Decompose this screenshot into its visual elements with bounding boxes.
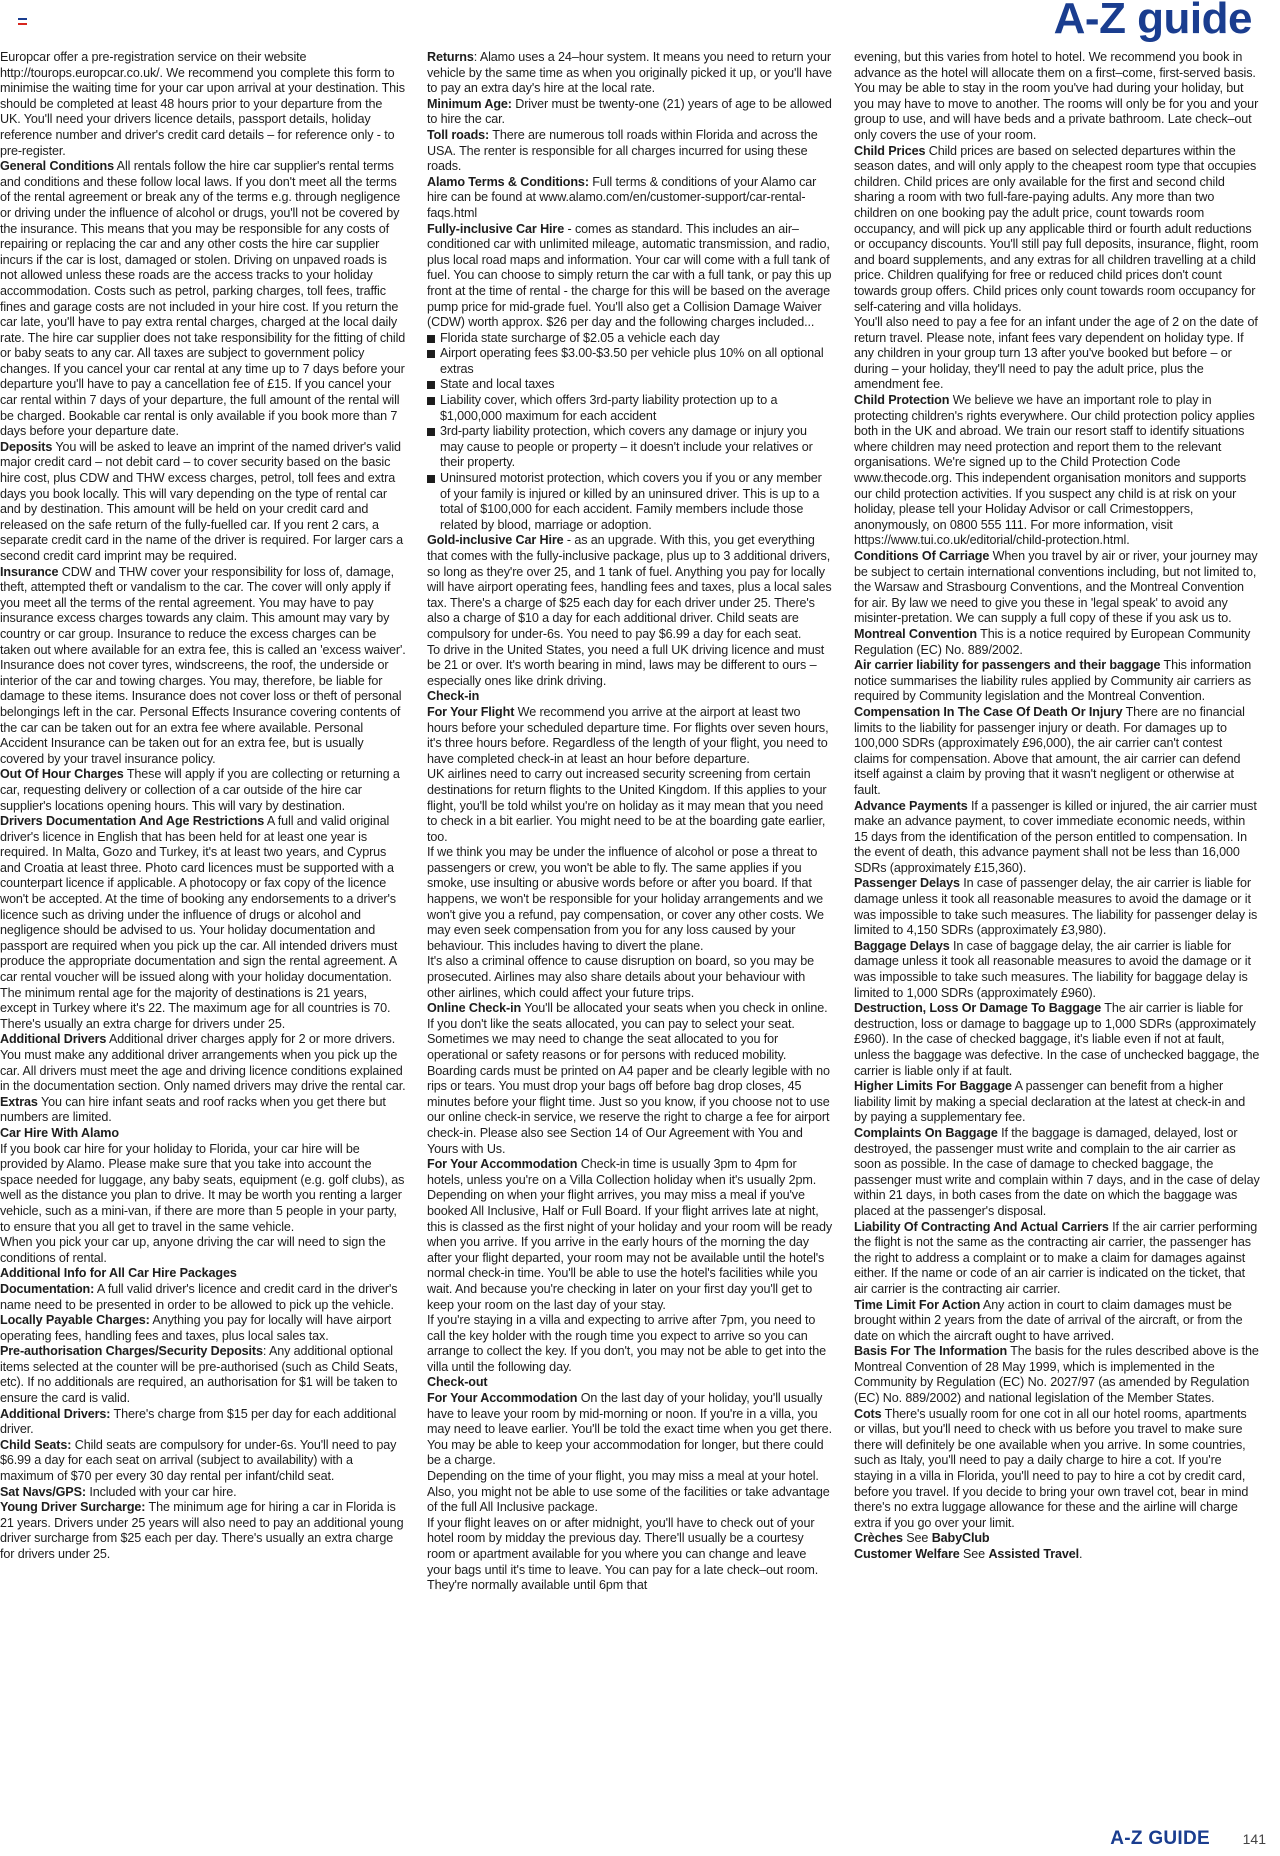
paragraph [427,954,833,1001]
section-heading: Cots [854,1406,882,1421]
section-heading: Online Check-in [427,1001,522,1016]
section-heading: Check-in [427,689,480,704]
paragraph-text: Driver must be twenty-one (21) years of age to be allowed to hire the car. [427,96,832,127]
paragraph-text: If your flight leaves on or after midnight, you'll have to check out of your hotel room by midday the previous day. There'll usually be a courtesy room or apartment available for you where you can change and leave your bags until it's time to leave. You can pay for a late check–out room. They're normally available until 6pm that [427,1515,819,1593]
page-header [0,0,1280,52]
paragraph-text: Any action in court to claim damages must be brought within 2 years from the date of arrival of the aircraft, or from the date on which the aircraft ought to have arrived. [854,1297,1243,1343]
section-paragraph [854,658,1260,705]
section-heading: Child Seats: [0,1437,72,1452]
paragraph-text: See [902,1531,932,1546]
section-paragraph [427,1391,833,1469]
section-heading: Child Prices [854,143,926,158]
paragraph-text: When you travel by air or river, your journey may be subject to certain international conventions including, but not limited to, the Warsaw and Strasbourg Conventions, and the Montreal Convention for air. By law we need to give you these in 'legal speak' to avoid any misinter-pretation. We can supply a full copy of these if you ask us to. [854,549,1258,626]
section-paragraph [854,1407,1260,1532]
section-heading: Air carrier liability for passengers and their baggage [854,658,1161,673]
section-paragraph [0,814,406,1032]
paragraph-text: To drive in the United States, you need a full UK driving licence and must be 21 or over. It's worth bearing in mind, laws may be different to ours – especially ones like drink driving. [427,642,825,688]
paragraph-text: If the baggage is damaged, delayed, lost or destroyed, the passenger must write and complain to the air carrier as soon as possible. In the case of damage to checked baggage, the passenger must write and complain within 7 days, and in the case of delay within 21 days, in both cases from the date on which the baggage was placed at the passenger's disposal. [854,1125,1260,1218]
paragraph-text: If we think you may be under the influence of alcohol or pose a threat to passengers or crew, you won't be able to fly. The same applies if you smoke, use insulting or abusive words before or after you board. If that happens, we won't be responsible for your holiday arrangements and we won't give you a refund, pay compensation, or cover any other costs. We may even seek compensation from you for any loss caused by your behaviour. This includes having to divert the plane. [427,845,824,953]
paragraph-text: Additional driver charges apply for 2 or more drivers. You must make any additional driver arrangements when you pick up the car. All drivers must meet the age and driving licence conditions explained in the documentation section. Only named drivers may drive the rental car. [0,1032,406,1094]
section-paragraph [854,1344,1260,1406]
section-paragraph [854,939,1260,1001]
paragraph-text: - as an upgrade. With this, you get everything that comes with the fully-inclusive package, plus up to 3 additional drivers, so long as they're over 25, and 1 tank of fuel. Anything you pay for locally will have airport operating fees, handling fees and taxes, plus a local sales tax. There's a charge of $25 each day for each driver under 25. There's also a charge of $10 a day for each additional driver. Child seats are compulsory for under-6s. You need to pay $6.99 a day for each seat. [427,533,832,641]
paragraph-text: A full valid driver's licence and credit card in the driver's name need to be presented in order to be allowed to pick up the vehicle. [0,1281,398,1312]
paragraph-text: See [959,1547,989,1561]
flag-stripe [18,23,27,25]
paragraph-text: It's also a criminal offence to cause disruption on board, so you may be prosecuted. Airlines may also share details about your behaviour with other airlines, which could affect your future trips. [427,954,814,1000]
column-1 [0,50,406,1810]
section-paragraph [854,549,1260,627]
paragraph [854,315,1260,393]
paragraph-text: The air carrier is liable for destruction, loss or damage to baggage up to 1,000 SDRs (approximately £960). In the case of checked baggage, it's liable even if not at fault, unless the baggage was defective. In the case of unchecked baggage, the carrier is liable only if at fault. [854,1001,1260,1078]
paragraph-text: Child seats are compulsory for under-6s. You'll need to pay $6.99 a day for each seat on arrival (subject to availability) with a maximum of $70 per every 30 day rental per infant/child seat. [0,1437,397,1484]
section-heading: Deposits [0,439,53,454]
paragraph-text: We believe we have an important role to play in protecting children's rights everywhere. Our child protection policy applies both in the UK and abroad. We train our resort staff to identify situations where children may need protection and report them to the relevant organisations. We're signed up to the Child Protection Code www.thecode.org. This independent organisation monitors and supports our child protection activities. If you suspect any child is at risk on your holiday, please tell your Holiday Advisor or call Crimestoppers, anonymously, on 0800 555 111. For more information, visit https://www.tui.co.uk/editorial/child-protection.html. [854,393,1255,548]
section-paragraph [854,799,1260,877]
paragraph [0,1142,406,1236]
section-heading: Car Hire With Alamo [0,1125,119,1140]
section-paragraph [0,1266,406,1282]
section-heading: Montreal Convention [854,626,977,641]
section-heading: Gold-inclusive Car Hire [427,533,564,548]
paragraph [0,1235,406,1266]
section-heading: Liability Of Contracting And Actual Carriers [854,1219,1109,1234]
section-heading: Out Of Hour Charges [0,767,124,782]
list-item: Florida state surcharge of $2.05 a vehicle each day [427,331,833,347]
section-heading: Crèches [854,1531,903,1546]
paragraph-text: There's usually room for one cot in all our hotel rooms, apartments or villas, but you'll need to check with us before you travel to make sure there will definitely be one available when you arrive. In some countries, such as Italy, you'll need to pay a daily charge to hire a cot. If you're staying in a villa in Florida, you'll need to pay to hire a cot by credit card, before you travel. If you decide to bring your own travel cot, bear in mind there's no extra luggage allowance for these and the airline will charge extra if you go over your limit. [854,1406,1249,1530]
paragraph-text: You will be asked to leave an imprint of the named driver's valid major credit card – not debit card – to cover security based on the basic hire cost, plus CDW and THW excess charges, petrol, toll fees and extra days you book locally. This will vary depending on the type of rental car and by destination. This amount will be held on your credit card and released on the safe return of the fully-fuelled car. If you rent 2 cars, a separate credit card in the name of the driver is required. For larger cars a second credit card imprint may be required. [0,439,404,563]
section-heading: Complaints On Baggage [854,1125,998,1140]
paragraph-text: On the last day of your holiday, you'll usually have to leave your room by mid-morning or noon. If you're in a villa, you may need to leave earlier. You'll be told the exact time when you get there. You may be able to keep your accommodation for longer, but there could be a charge. [427,1391,832,1468]
section-paragraph [0,1126,406,1142]
paragraph-tail: . [1079,1547,1083,1561]
section-heading: Drivers Documentation And Age Restrictions [0,814,265,829]
section-heading: Additional Drivers [0,1032,107,1047]
paragraph-text: There are numerous toll roads within Florida and across the USA. The renter is responsible for all charges incurred for using these roads. [427,127,818,174]
section-paragraph [854,144,1260,316]
section-heading: Compensation In The Case Of Death Or Injury [854,704,1123,719]
section-paragraph [427,128,833,175]
list-item: 3rd-party liability protection, which covers any damage or injury you may cause to people or property – it doesn't include your relatives or their property. [427,424,833,471]
section-heading: Sat Navs/GPS: [0,1484,86,1499]
section-paragraph [427,705,833,767]
section-heading: Returns [427,50,474,64]
list-item: Uninsured motorist protection, which covers you if you or any member of your family is injured or killed by an uninsured driver. This is up to a total of $100,000 for each accident. Family members include those related by blood, marriage or adoption. [427,471,833,533]
section-paragraph [854,1298,1260,1345]
section-heading: Fully-inclusive Car Hire [427,221,565,236]
paragraph-text: You'll be allocated your seats when you check in online. If you don't like the seats allocated, you can pay to select your seat. Sometimes we may need to change the seat allocated to you for operational or safety reasons or for persons with reduced mobility. Boarding cards must be printed on A4 paper and be clearly legible with no rips or tears. You must drop your bags off before bag drop closes, 45 minutes before your flight time. Just so you know, if you choose not to use our online check-in service, we reserve the right to charge a fee for airport check-in. Please also see Section 14 of Our Agreement with You and Yours with Us. [427,1001,830,1156]
section-paragraph [427,1375,833,1391]
section-paragraph [854,627,1260,658]
paragraph-text: : Alamo uses a 24–hour system. It means you need to return your vehicle by the same time as when you originally picked it up, or you'll have to pay an extra day's hire at the local rate. [427,50,832,96]
section-paragraph [0,1500,406,1562]
section-heading: Baggage Delays [854,938,950,953]
section-paragraph [427,97,833,128]
section-heading: General Conditions [0,159,114,174]
paragraph [427,767,833,845]
paragraph-text: You can hire infant seats and roof racks when you get there but numbers are limited. [0,1094,386,1125]
column-2 [427,50,833,1810]
section-paragraph [0,767,406,814]
paragraph [427,845,833,954]
section-paragraph [427,222,833,331]
paragraph-text: When you pick your car up, anyone driving the car will need to sign the conditions of rental. [0,1235,386,1265]
section-heading: Additional Drivers: [0,1406,111,1421]
section-paragraph [427,50,833,97]
paragraph [854,50,1260,144]
section-paragraph [0,1313,406,1344]
paragraph-text: This is a notice required by European Community Regulation (EC) No. 889/2002. [854,626,1251,657]
section-heading: Extras [0,1094,38,1109]
section-heading: For Your Accommodation [427,1157,578,1172]
paragraph [427,1516,833,1594]
page-number: 141 [1242,1831,1266,1847]
paragraph-text: Depending on the time of your flight, you may miss a meal at your hotel. Also, you might not be able to use some of the facilities or take advantage of the full All Inclusive package. [427,1469,830,1515]
paragraph-text: The basis for the rules described above is the Montreal Convention of 28 May 1999, which is implemented in the Community by Regulation (EC) No. 2027/97 (as amended by Regulation (EC) No. 889/2002) and national legislation of the Member States. [854,1344,1259,1406]
section-paragraph [0,1407,406,1438]
section-paragraph [427,175,833,222]
section-paragraph [854,1126,1260,1220]
section-paragraph [854,393,1260,549]
section-paragraph [427,689,833,705]
section-paragraph [0,1032,406,1094]
section-paragraph [0,565,406,768]
section-heading: Advance Payments [854,798,968,813]
paragraph-text: Europcar offer a pre-registration service on their website http://tourops.europcar.co.uk/. We recommend you complete this form to minimise the waiting time for your car upon arrival at your destination. This should be completed at least 48 hours prior to your departure from the UK. You'll need your drivers licence details, passport details, holiday reference number and driver's credit card details – for reference only - to pre-register. [0,50,405,158]
section-heading: Higher Limits For Baggage [854,1079,1012,1094]
paragraph-text: All rentals follow the hire car supplier's rental terms and conditions and these follow local laws. If you don't meet all the terms of the rental agreement or break any of the terms e.g. through negligence or driving under the influence of alcohol or drugs, you'll not be covered by the insurance. This means that you may be responsible for any costs of repairing or replacing the car and any other costs the hire car supplier incurs if the car is lost, damaged or stolen. Driving on unpaved roads is not allowed unless these roads are the access tracks to your holiday accommodation. Costs such as petrol, parking charges, toll fees, traffic fines and garage costs are not included in your hire cost. If you return the car late, you'll have to pay extra rental charges, charged at the local daily rate. The hire car supplier does not take responsibility for the fitting of child or baby seats to any car. All taxes are subject to government policy changes. If you cancel your car rental at any time up to 7 days before your departure you'll have to pay a cancellation fee of £15. If you cancel your car rental within 7 days of your departure, the full amount of the rental will be charged. Bookable car rental is only available if you book more than 7 days before your departure date. [0,159,406,439]
section-heading: For Your Accommodation [427,1391,578,1406]
section-paragraph [427,1157,833,1313]
section-paragraph [854,1220,1260,1298]
section-heading: Passenger Delays [854,876,960,891]
section-heading: Toll roads: [427,127,490,142]
section-heading: Additional Info for All Car Hire Packages [0,1266,237,1281]
section-paragraph [0,1344,406,1406]
section-paragraph [0,1282,406,1313]
paragraph-text: : Any additional optional items selected at the counter will be pre-authorised (such as Child Seats, etc). If no additionals are required, an authorisation for $1 will be taken to ensure the card is valid. [0,1344,398,1406]
paragraph [427,1469,833,1516]
section-heading: Basis For The Information [854,1344,1008,1359]
paragraph-text: If you book car hire for your holiday to Florida, your car hire will be provided by Alamo. Please make sure that you take into account the space needed for luggage, any baby seats, equipment (e.g. golf clubs), as well as the distance you plan to drive. It may be worth you renting a larger vehicle, such as a mini-van, if there are more than 5 people in your party, to ensure that you all get to travel in the same vehicle. [0,1141,405,1234]
page-title: A-Z guide [1053,0,1252,43]
section-heading: Pre-authorisation Charges/Security Deposits [0,1344,263,1359]
paragraph-text: We recommend you arrive at the airport at least two hours before your scheduled departure time. For flights over seven hours, it's three hours before. Regardless of the length of your flight, you need to have completed check-in at least an hour before departure. [427,704,829,766]
section-heading: Documentation: [0,1281,95,1296]
footer-label: A-Z GUIDE [1110,1828,1210,1849]
paragraph-text: There are no financial limits to the liability for passenger injury or death. For damages up to 100,000 SDRs (approximately £96,000), the air carrier can't contest claims for compensation. Above that amount, the air carrier can defend itself against a claim by proving that it wasn't negligent or otherwise at fault. [854,704,1245,797]
paragraph-text: Anything you pay for locally will have airport operating fees, handling fees and taxes, plus local sales tax. [0,1313,392,1343]
paragraph-text: - comes as standard. This includes an air–conditioned car with unlimited mileage, automatic transmission, and radio, plus local road maps and information. Your car will come with a full tank of fuel. You can choose to simply return the car with a full tank, or pay this up front at the time of rental - the charge for this will be based on the average pump price for mid-grade fuel. You'll also get a Collision Damage Waiver (CDW) worth approx. $26 per day and the following charges included... [427,221,832,330]
paragraph-text: You'll also need to pay a fee for an infant under the age of 2 on the date of return travel. Please note, infant fees vary dependent on holiday type. If any children in your group turn 13 after you've booked but before – or during – your holiday, they'll need to pay the adult price, plus the amendment fee. [854,315,1258,392]
paragraph [427,1313,833,1375]
list-item: State and local taxes [427,377,833,393]
paragraph-text: Check-in time is usually 3pm to 4pm for hotels, unless you're on a Villa Collection holiday when it's usually 2pm. Depending on when your flight arrives, you may miss a meal if you've booked All Inclusive, Half or Full Board. If your flight arrives late at night, this is classed as the first night of your holiday and your room will be ready when you arrive. If you arrive in the early hours of the morning the day after your flight departed, your room may not be available until the hotel's normal check-in time. You'll be able to use the hotel's facilities while you wait. And because you're checking in later on your first day you'll get to keep your room on the last day of your stay. [427,1157,833,1312]
section-paragraph [0,440,406,565]
section-heading: Locally Payable Charges: [0,1313,150,1328]
section-heading: Time Limit For Action [854,1297,981,1312]
list-item: Airport operating fees $3.00-$3.50 per vehicle plus 10% on all optional extras [427,346,833,377]
section-paragraph [854,1079,1260,1126]
section-paragraph [854,1001,1260,1079]
paragraph-text: This information notice summarises the liability rules applied by Community air carriers as required by Community legislation and the Montreal Convention. [854,658,1252,704]
paragraph-text: The minimum age for hiring a car in Florida is 21 years. Drivers under 25 years will also need to pay an additional young driver surcharge from $25 each per day. There's usually an extra charge for drivers under 25. [0,1500,404,1561]
section-heading: Minimum Age: [427,96,512,111]
section-paragraph [854,705,1260,799]
flag-icon [18,18,27,25]
cross-reference: Assisted Travel [988,1547,1080,1561]
paragraph-text: Child prices are based on selected departures within the season dates, and will only apply to the cheapest room type that occupies children. Child prices are only available for the first and second child sharing a room with two full-fare-paying adults. Any more than two children on one booking pay the adult price, count towards room occupancy, and will pick up any applicable third or fourth adult reductions or occupancy discounts. You'll still pay full deposits, insurance, flight, room and board supplements, and any extras for all children travelling at a child price. Children qualifying for free or reduced child prices don't count towards group offers. Child prices only count towards room occupancy for self-catering and villa holidays. [854,143,1259,314]
section-paragraph [854,1531,1260,1547]
section-paragraph [0,159,406,440]
section-heading: Young Driver Surcharge: [0,1500,146,1515]
paragraph-text: In case of baggage delay, the air carrier is liable for damage unless it took all reasonable measures to avoid the damage or it was impossible to take such measures. The liability for baggage delay is limited to 1,000 SDRs (approximately £960). [854,938,1251,1000]
section-heading: Conditions Of Carriage [854,549,990,563]
section-heading: Customer Welfare [854,1547,960,1561]
paragraph-text: Included with your car hire. [85,1484,237,1499]
paragraph-text: In case of passenger delay, the air carrier is liable for damage unless it took all reasonable measures to avoid the damage or it was impossible to take such measures. The liability for passenger delay is limited to 4,150 SDRs (approximately £3,980). [854,876,1258,938]
section-heading: Insurance [0,564,59,579]
content-columns [0,50,1262,1810]
paragraph-text: If a passenger is killed or injured, the air carrier must make an advance payment, to cover immediate economic needs, within 15 days from the identification of the person entitled to compensation. In the event of death, this advance payment shall not be less than 16,000 SDRs (approximately £15,360). [854,798,1257,875]
paragraph-text: A full and valid original driver's licence in English that has been held for at least one year is required. In Malta, Gozo and Turkey, it's at least two years, and Cyprus and Croatia at least three. Photo card licences must be supported with a counterpart licence if applicable. A photocopy or fax copy of the licence won't be accepted. At the time of booking any endorsements to a driver's licence such as driving under the influence of drugs or alcohol and negligence should be advised to us. Your holiday documentation and passport are required when you pick up the car. All intended drivers must produce the appropriate documentation and sign the rental agreement. A car rental voucher will be issued along with your holiday documentation. The minimum rental age for the majority of destinations is 21 years, except in Turkey where it's 22. The maximum age for all countries is 70. There's usually an extra charge for drivers under 25. [0,814,398,1031]
section-heading: Alamo Terms & Conditions: [427,174,589,189]
list-item: Liability cover, which offers 3rd-party liability protection up to a $1,000,000 maximum for each accident [427,393,833,424]
section-paragraph [854,1547,1260,1563]
column-3 [854,50,1260,1810]
section-paragraph [854,876,1260,938]
page-footer [0,1822,1280,1856]
paragraph-text: evening, but this varies from hotel to hotel. We recommend you book in advance as the hotel will allocate them on a first–come, first-served basis. You may be able to stay in the room you've had during your holiday, but you may have to move to another. The rooms will only be for you and your group to use, and will have beds and a private bathroom. Late check–out only covers the use of your room. [854,50,1259,142]
paragraph-text: There's charge from $15 per day for each additional driver. [0,1406,397,1437]
section-paragraph [427,533,833,642]
section-paragraph [427,1001,833,1157]
paragraph-text: A passenger can benefit from a higher liability limit by making a special declaration at the latest at check-in and by paying a supplementary fee. [854,1079,1246,1125]
paragraph-text: UK airlines need to carry out increased security screening from certain destinations for return flights to the United Kingdom. If this applies to your flight, you'll be told whilst you're on holiday as it may mean that you need to check in a bit earlier. You might need to be at the boarding gate earlier, too. [427,767,827,844]
paragraph-text: If you're staying in a villa and expecting to arrive after 7pm, you need to call the key holder with the rough time you expect to arrive so you can arrange to collect the key. If you don't, you may not be able to get into the villa until the following day. [427,1313,826,1374]
section-paragraph [0,1485,406,1501]
section-heading: Check-out [427,1375,488,1390]
paragraph-text: Full terms & conditions of your Alamo car hire can be found at www.alamo.com/en/customer-support/car-rental-faqs.html [427,174,817,220]
section-heading: For Your Flight [427,704,515,719]
section-paragraph [0,1095,406,1126]
paragraph-text: These will apply if you are collecting or returning a car, requesting delivery or collection of a car outside of the hire car supplier's locations opening hours. This will vary by destination. [0,767,400,813]
paragraph-text: CDW and THW cover your responsibility for loss of, damage, theft, attempted theft or vandalism to the car. The cover will only apply if you meet all the terms of the rental agreement. You may have to pay insurance excess charges towards any claim. This amount may vary by country or car group. Insurance to reduce the excess charges can be taken out where available for an extra fee, this is called an 'excess waiver'. Insurance does not cover tyres, windscreens, the roof, the underside or interior of the car and towing charges. You may, therefore, be liable for damage to these items. Insurance does not cover loss or theft of personal belongings left in the car. Personal Effects Insurance covering contents of the car can be taken out for an extra fee where available. Personal Accident Insurance can be taken out for an extra fee, but is usually covered by your travel insurance policy. [0,564,406,766]
section-paragraph [0,1438,406,1485]
section-heading: Destruction, Loss Or Damage To Baggage [854,1001,1102,1016]
bullet-list [427,331,833,534]
paragraph [0,50,406,159]
cross-reference: BabyClub [931,1531,990,1546]
paragraph [427,643,833,690]
section-heading: Child Protection [854,393,950,408]
paragraph-text: If the air carrier performing the flight is not the same as the contracting air carrier, the passenger has the right to address a complaint or to make a claim for damages against either. If the name or code of an air carrier is indicated on the ticket, that air carrier is the contracting air carrier. [854,1219,1258,1296]
